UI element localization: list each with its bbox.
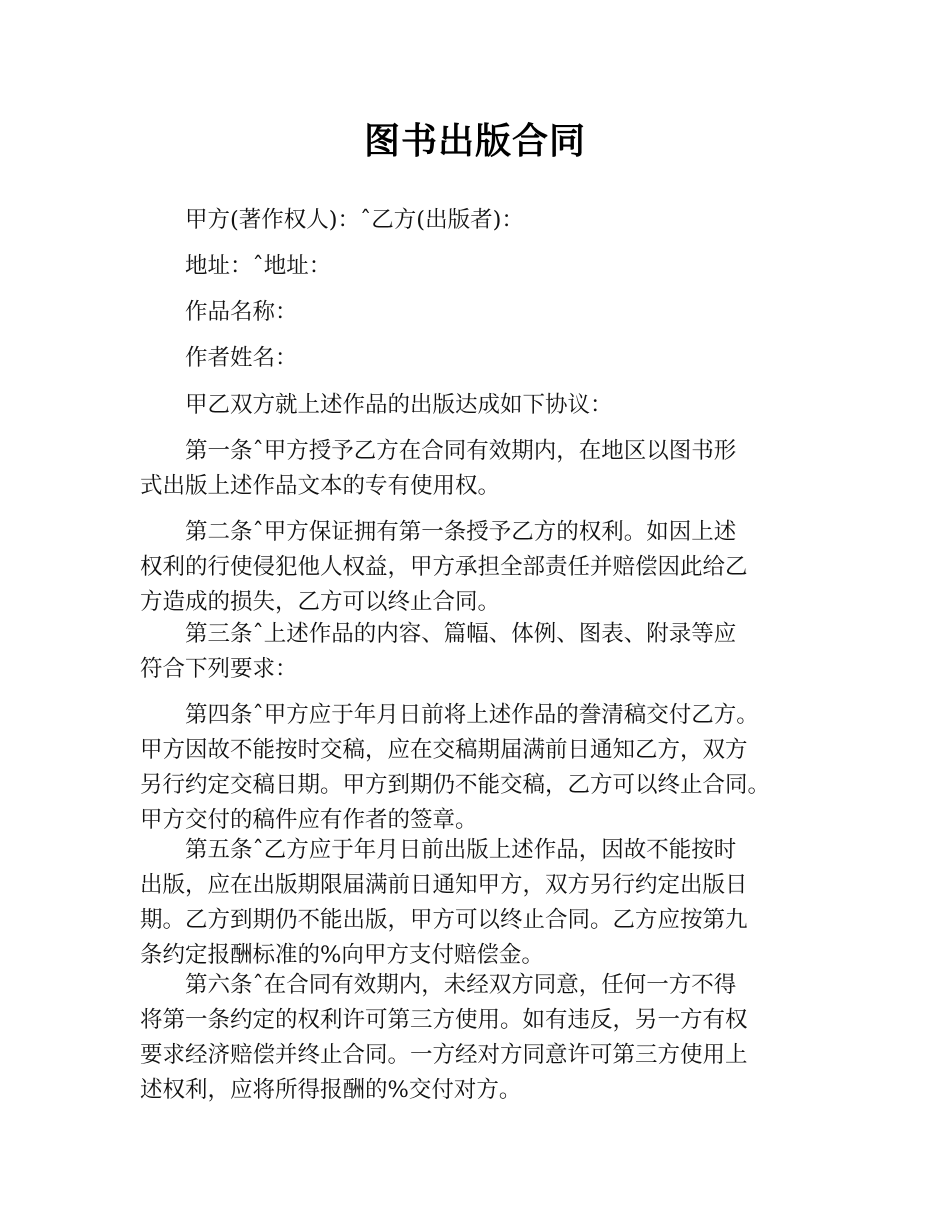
paragraph-line: 符合下列要求： bbox=[140, 656, 298, 682]
address-field bbox=[140, 249, 860, 284]
agreement-intro bbox=[140, 388, 860, 423]
paragraph-line: 第三条ˆ上述作品的内容、篇幅、体例、图表、附录等应 bbox=[185, 621, 737, 647]
document-title: 图书出版合同 bbox=[363, 121, 586, 162]
paragraph-line: 甲方(著作权人)：ˆ乙方(出版者)： bbox=[185, 207, 524, 233]
article-3 bbox=[140, 617, 860, 687]
paragraph-line: 第四条ˆ甲方应于年月日前将上述作品的誊清稿交付乙方。 bbox=[185, 702, 759, 728]
article-5 bbox=[140, 833, 860, 973]
article-1 bbox=[140, 434, 860, 504]
party-names-field bbox=[140, 203, 860, 238]
paragraph-line: 期。乙方到期仍不能出版，甲方可以终止合同。乙方应按第九 bbox=[140, 907, 748, 933]
author-name-field bbox=[140, 341, 860, 376]
paragraph-line: 要求经济赔偿并终止合同。一方经对方同意许可第三方使用上 bbox=[140, 1042, 748, 1068]
paragraph-line: 地址：ˆ地址： bbox=[185, 253, 332, 279]
article-2 bbox=[140, 515, 860, 620]
paragraph-line: 述权利，应将所得报酬的%交付对方。 bbox=[140, 1077, 522, 1103]
article-6 bbox=[140, 968, 860, 1108]
paragraph-line: 第二条ˆ甲方保证拥有第一条授予乙方的权利。如因上述 bbox=[185, 519, 737, 545]
paragraph-line: 作品名称： bbox=[185, 299, 298, 325]
paragraph-line: 权利的行使侵犯他人权益，甲方承担全部责任并赔偿因此给乙 bbox=[140, 554, 748, 580]
paragraph-line: 甲乙双方就上述作品的出版达成如下协议： bbox=[185, 392, 613, 418]
paragraph-line: 第六条ˆ在合同有效期内，未经双方同意，任何一方不得 bbox=[185, 972, 737, 998]
paragraph-line: 甲方因故不能按时交稿，应在交稿期届满前日通知乙方，双方 bbox=[140, 737, 748, 763]
paragraph-line: 作者姓名： bbox=[185, 345, 298, 371]
paragraph-line: 条约定报酬标准的%向甲方支付赔偿金。 bbox=[140, 942, 544, 968]
paragraph-line: 第一条ˆ甲方授予乙方在合同有效期内，在地区以图书形 bbox=[185, 438, 737, 464]
paragraph-line: 式出版上述作品文本的专有使用权。 bbox=[140, 473, 501, 499]
paragraph-line: 出版，应在出版期限届满前日通知甲方，双方另行约定出版日 bbox=[140, 872, 748, 898]
paragraph-line: 甲方交付的稿件应有作者的签章。 bbox=[140, 807, 478, 833]
paragraph-line: 另行约定交稿日期。甲方到期仍不能交稿，乙方可以终止合同。 bbox=[140, 772, 771, 798]
paragraph-line: 方造成的损失，乙方可以终止合同。 bbox=[140, 589, 501, 615]
article-4 bbox=[140, 698, 860, 838]
work-title-field bbox=[140, 295, 860, 330]
paragraph-line: 第五条ˆ乙方应于年月日前出版上述作品，因故不能按时 bbox=[185, 837, 737, 863]
paragraph-line: 将第一条约定的权利许可第三方使用。如有违反，另一方有权 bbox=[140, 1007, 748, 1033]
